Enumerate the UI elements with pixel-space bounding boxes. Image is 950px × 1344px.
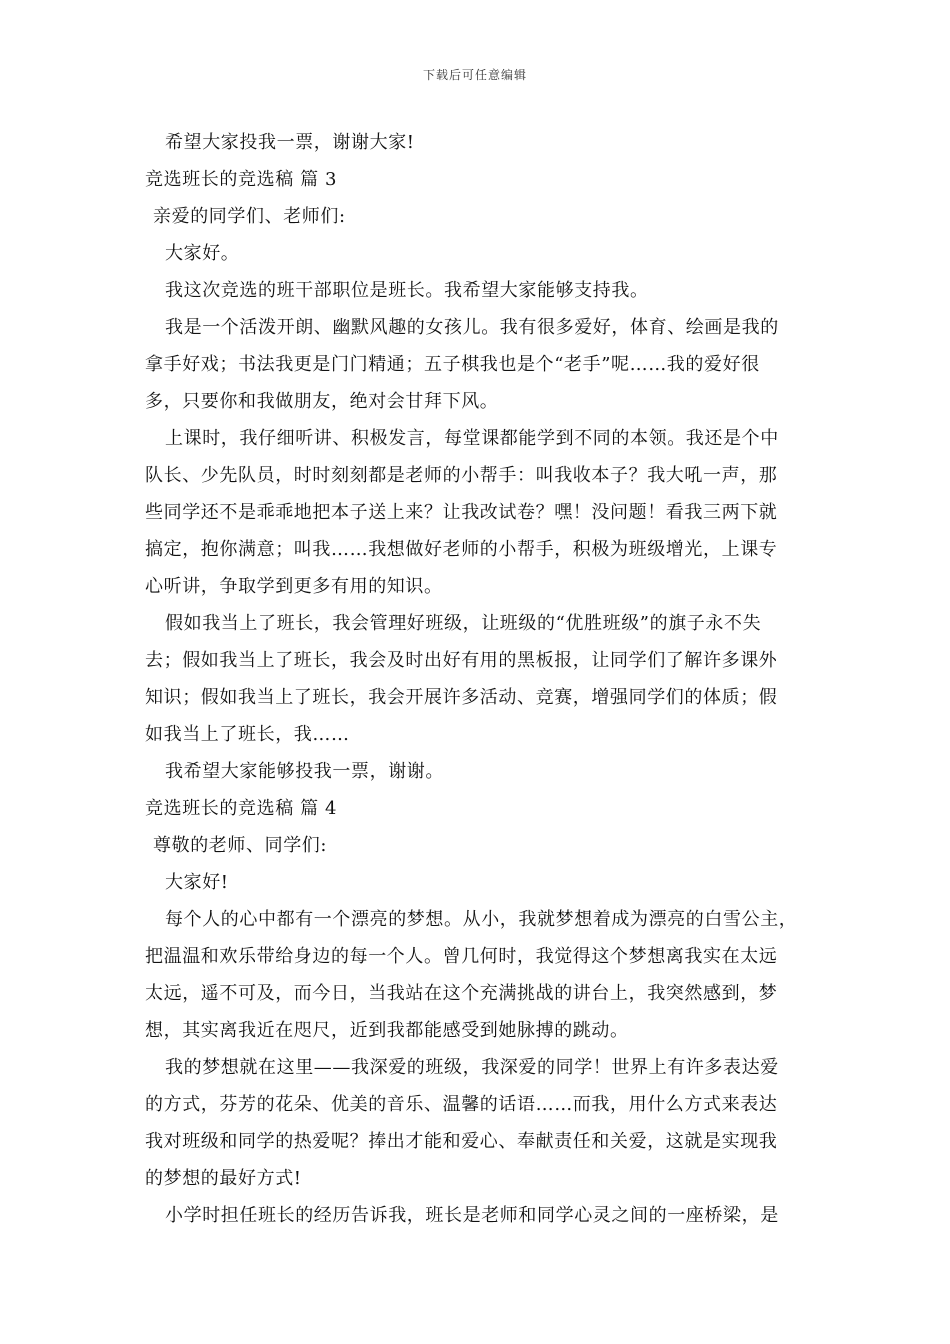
paragraph-line: 每个人的心中都有一个漂亮的梦想。从小，我就梦想着成为漂亮的白雪公主，	[165, 909, 798, 930]
paragraph-line: 太远，遥不可及，而今日，当我站在这个充满挑战的讲台上，我突然感到，梦	[145, 983, 778, 1004]
salutation: 尊敬的老师、同学们:	[153, 835, 328, 856]
paragraph-line: 我的梦想就在这里——我深爱的班级，我深爱的同学！世界上有许多表达爱	[165, 1057, 779, 1078]
paragraph-line: 队长、少先队员，时时刻刻都是老师的小帮手：叫我收本子？我大吼一声，那	[145, 465, 778, 486]
page-header: 下载后可任意编辑	[422, 68, 527, 82]
paragraph-line: 如我当上了班长，我……	[145, 724, 350, 745]
paragraph-line: 把温温和欢乐带给身边的每一个人。曾几何时，我觉得这个梦想离我实在太远	[145, 946, 778, 967]
salutation: 亲爱的同学们、老师们:	[153, 206, 346, 227]
paragraph-line: 我希望大家能够投我一票，谢谢。	[165, 761, 444, 782]
paragraph-line: 拿手好戏；书法我更是门门精通；五子棋我也是个“老手”呢……我的爱好很	[145, 354, 760, 375]
paragraph-line: 我这次竞选的班干部职位是班长。我希望大家能够支持我。	[165, 280, 649, 301]
paragraph-line: 上课时，我仔细听讲、积极发言，每堂课都能学到不同的本领。我还是个中	[165, 428, 779, 449]
paragraph-line: 搞定，抱你满意；叫我……我想做好老师的小帮手，积极为班级增光，上课专	[145, 539, 778, 560]
greeting: 大家好!	[165, 872, 229, 893]
paragraph-line: 假如我当上了班长，我会管理好班级，让班级的“优胜班级”的旗子永不失	[165, 613, 762, 634]
section-title: 竞选班长的竞选稿 篇 3	[145, 169, 338, 190]
paragraph-line: 想，其实离我近在咫尺，近到我都能感受到她脉搏的跳动。	[145, 1020, 629, 1041]
paragraph-line: 我对班级和同学的热爱呢？捧出才能和爱心、奉献责任和关爱，这就是实现我	[145, 1131, 778, 1152]
paragraph-line: 多，只要你和我做朋友，绝对会甘拜下风。	[145, 391, 499, 412]
document-body	[145, 124, 817, 1234]
paragraph-line: 去；假如我当上了班长，我会及时出好有用的黑板报，让同学们了解许多课外	[145, 650, 778, 671]
paragraph-line: 小学时担任班长的经历告诉我，班长是老师和同学心灵之间的一座桥梁，是	[165, 1205, 779, 1226]
paragraph-line: 知识；假如我当上了班长，我会开展许多活动、竞赛，增强同学们的体质；假	[145, 687, 778, 708]
paragraph-line: 的梦想的最好方式!	[145, 1168, 302, 1189]
paragraph-line: 希望大家投我一票，谢谢大家!	[165, 132, 415, 153]
section-title: 竞选班长的竞选稿 篇 4	[145, 798, 338, 819]
paragraph-line: 心听讲，争取学到更多有用的知识。	[145, 576, 443, 597]
paragraph-line: 我是一个活泼开朗、幽默风趣的女孩儿。我有很多爱好，体育、绘画是我的	[165, 317, 779, 338]
greeting: 大家好。	[165, 243, 240, 264]
paragraph-line: 的方式，芬芳的花朵、优美的音乐、温馨的话语……而我，用什么方式来表达	[145, 1094, 778, 1115]
paragraph-line: 些同学还不是乖乖地把本子送上来？让我改试卷？嘿！没问题！看我三两下就	[145, 502, 778, 523]
